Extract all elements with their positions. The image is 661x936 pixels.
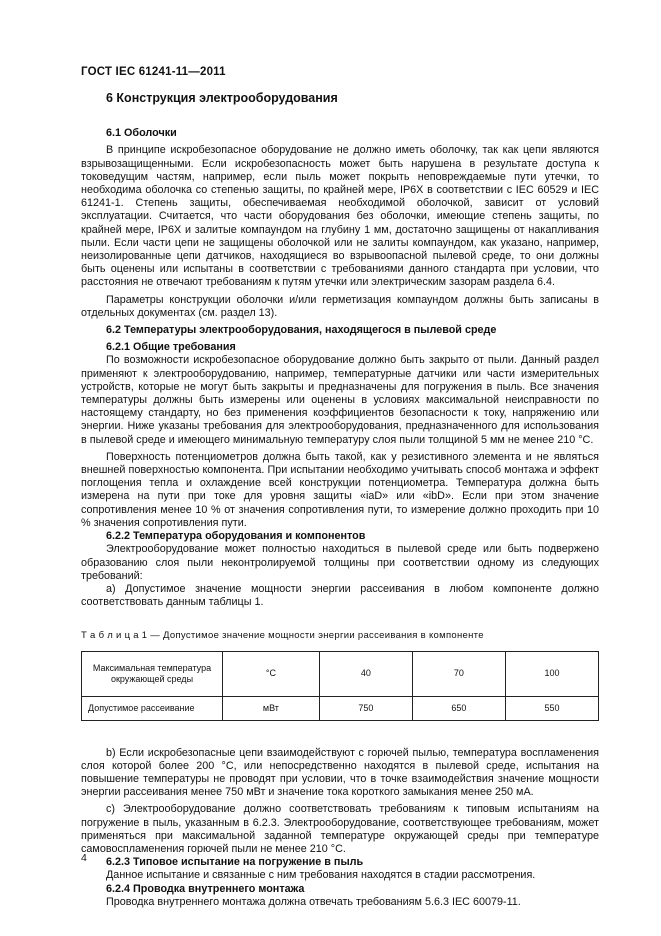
section-6-2-1-paragraph-2: Поверхность потенциометров должна быть такой, как у резистивного элемента и не являться внешней поверхностью компонента. При испытании необходимо учитывать способ монтажа и эффект поглощения тепла и охлаждение всей конструкции потенциометра. Температура должна быть измерена на пути при токе для уровня защиты «iaD» или «ibD». Если при этом значение сопротивления менее 10 % от значения сопротивления пути, то измерение должно проходить при 10 % значения сопротивления пути. — [81, 450, 599, 529]
table-cell-temperature-unit: °С — [223, 651, 320, 696]
section-6-1-paragraph-2: Параметры конструкции оболочки и/или герметизация компаундом должны быть записаны в отдельных документах (см. раздел 13). — [81, 293, 599, 319]
table-cell-dissipation-750: 750 — [319, 696, 412, 720]
table-cell-temperature-40: 40 — [319, 651, 412, 696]
section-6-2-4-paragraph-1: Проводка внутреннего монтажа должна отвечать требованиям 5.6.3 IEC 60079-11. — [106, 895, 521, 908]
table-row — [82, 651, 599, 696]
table-1 — [81, 651, 599, 721]
table-cell-dissipation-unit: мВт — [223, 696, 320, 720]
table-cell-dissipation-650: 650 — [412, 696, 505, 720]
section-6-2-2-paragraph-1: Электрооборудование может полностью находиться в пылевой среде или быть подвержено образованию слоя пыли неконтролируемой толщины при соответствии одному из следующих требований: — [81, 543, 599, 582]
table-cell-dissipation-label: Допустимое рассеивание — [82, 696, 223, 720]
section-6-2-3-paragraph-1: Данное испытание и связанные с ним требования находятся в стадии рассмотрения. — [106, 869, 536, 882]
section-6-2-2-item-b: b) Если искробезопасные цепи взаимодействуют с горючей пылью, температура воспламенения слоя которой более 200 °С, или непосредственно находятся в пылевой среде, испытания на повышение температуры не проводят при условии, что в точке взаимодействия значение мощности энергии рассеивания менее 750 мВт и значение тока короткого замыкания менее 250 мА. — [81, 746, 599, 799]
section-6-2-2-title: 6.2.2 Температура оборудования и компонентов — [106, 530, 366, 543]
table-cell-temperature-70: 70 — [412, 651, 505, 696]
section-6-2-1-title: 6.2.1 Общие требования — [106, 341, 236, 354]
section-6-1-paragraph-1: В принципе искробезопасное оборудование не должно иметь оболочку, так как цепи являются взрывозащищенными. Если искробезопасность может быть нарушена в результате доступа к токоведущим частям, например, если пыль может покрыть неповреждаемые пути утечки, то необходима оболочка со степенью защиты, по крайней мере, IP6X в соответствии с IEC 60529 и IEC 61241-1. Степень защиты, обеспечиваемая необходимой оболочкой, зависит от условий эксплуатации. Считается, что части оборудования без оболочки, имеющие степень защиты, по крайней мере, IP6X и залитые компаундом на глубину 1 мм, достаточно защищены от накапливания пыли. Если части цепи не защищены оболочкой или не залиты компаундом, как указано, например, неизолированные цепи датчиков, находящиеся во взрывоопасной пылевой среде, то они должны быть оценены или испытаны в соответствии с требованиями данного стандарта при условии, что расстояния не отвечают требованиям к путям утечки или электрическим зазорам раздела 6.4. — [81, 144, 599, 289]
document-header: ГОСТ IEC 61241-11—2011 — [81, 66, 226, 78]
section-6-1-title: 6.1 Оболочки — [106, 127, 177, 140]
section-6-2-4-title: 6.2.4 Проводка внутреннего монтажа — [106, 882, 305, 895]
section-6-2-2-item-c: с) Электрооборудование должно соответствовать требованиям к типовым испытаниям на погружение в пыль, указанным в 6.2.3. Электрооборудование, соответствующее требованиям, может применяться при максимальной заданной температуре окружающей среды при температуре самовоспламенения горючей пыли не менее 210 °С. — [81, 803, 599, 855]
section-6-2-title: 6.2 Температуры электрооборудования, находящегося в пылевой среде — [106, 324, 497, 337]
section-6-title: 6 Конструкция электрооборудования — [106, 91, 338, 105]
page-number: 4 — [81, 852, 87, 864]
table-1-caption: Т а б л и ц а 1 — Допустимое значение мощности энергии рассеивания в компоненте — [81, 630, 484, 642]
section-6-2-3-title: 6.2.3 Типовое испытание на погружение в пыль — [106, 856, 364, 869]
page-content — [81, 92, 599, 909]
section-6-2-2-item-a: а) Допустимое значение мощности энергии рассеивания в любом компоненте должно соответствовать данным таблицы 1. — [81, 582, 599, 609]
table-cell-temperature-100: 100 — [505, 651, 598, 696]
table-cell-temperature-label: Максимальная температура окружающей среды — [82, 651, 223, 696]
section-6-2-1-paragraph-1: По возможности искробезопасное оборудование должно быть закрыто от пыли. Данный раздел применяют к электрооборудованию, например, температурные датчики или части измерительных устройств, которые не могут быть закрыты и предназначены для погружения в пыль. Все значения температуры должны быть измерены или оценены в условиях максимальной неисправности по настоящему стандарту, но без применения коэффициентов безопасности к току, напряжению или энергии. Ниже указаны требования для электрооборудования, предназначенного для использования в пылевой среде и имеющего минимальную температуру слоя пыли толщиной 5 мм не менее 210 °С. — [81, 354, 599, 446]
table-cell-dissipation-550: 550 — [505, 696, 598, 720]
table-row — [82, 696, 599, 720]
